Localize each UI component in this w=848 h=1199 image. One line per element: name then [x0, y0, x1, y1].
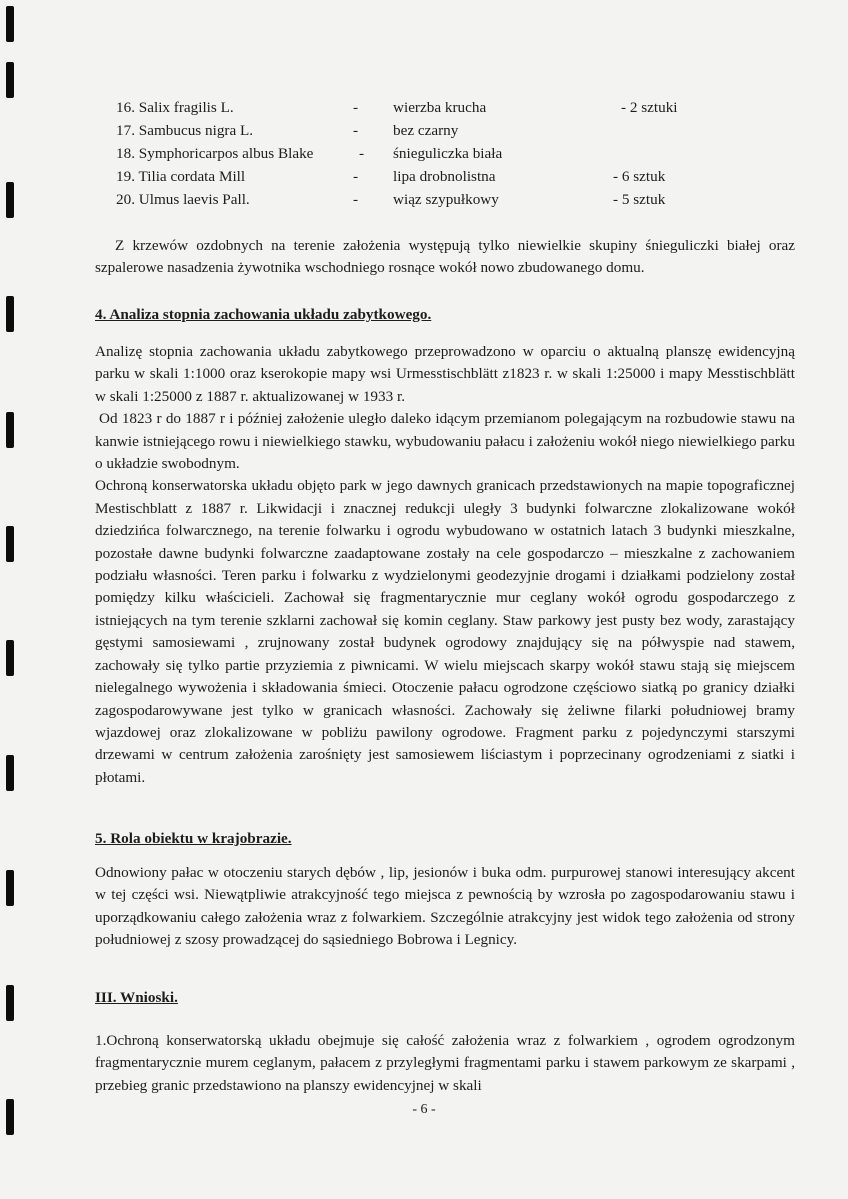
body-paragraph: Analizę stopnia zachowania układu zabytkowego przeprowadzono w oparciu o aktualną planszę ewidencyjną parku w skali 1:1000 oraz kserokopie mapy wsi Urmesstischblätt z1823 r. w skali 1:25000 i mapy Messtischblätt w skali 1:25000 z 1887 r. aktualizowanej w 1933 r. — [95, 343, 795, 405]
species-row — [95, 120, 795, 142]
binder-mark — [6, 182, 14, 218]
shrubs-paragraph: Z krzewów ozdobnych na terenie założenia występują tylko niewielkie skupiny śnieguliczki białej oraz szpalerowe nasadzenia żywotnika wschodniego rosnące wokół nowo zbudowanego domu. — [95, 237, 795, 277]
species-latin: 17. Sambucus nigra L. — [116, 122, 254, 139]
species-dash: - — [353, 191, 359, 208]
body-paragraph: Ochroną konserwatorska układu objęto park w jego dawnych granicach przedstawionych na mapie topograficznej Mestischblatt z 1887 r. Likwidacji i znacznej redukcji uległy 3 budynki folwarczne zlokalizowane wokół dziedzińca folwarcznego, na terenie folwarku i ogrodu wybudowano w ostatnich latach 3 budynki mieszkalne, pozostałe dawne budynki folwarczne zaadaptowane zostały na cele gospodarczo – mieszkalne z zachowaniem podziału własności. Teren parku i folwarku z wydzielonymi geodezyjnie drogami i działkami podzielony został pomiędzy kilku właścicieli. Zachował się fragmentarycznie mur ceglany wokół ogrodu gospodarczego z istniejących na tym terenie szklarni zachował się komin ceglany. Staw parkowy jest pusty bez wody, zarastający gęstymi samosiewami , zrujnowany został budynek ogrodowy znajdujący się na półwyspie nad stawem, zachowały się tylko partie przyziemia z piwnicami. W wielu miejscach skarpy wokół stawu stają się miejscem nielegalnego wywożenia i składowania śmieci. Otoczenie pałacu ogrodzone częściowo siatką po granicy działki zagospodarowywane jest tylko w granicach własności. Zachowały się żeliwne filarki południowej bramy wjazdowej oraz zlokalizowane w pobliżu pawilony ogrodowe. Fragment parku z pojedynczymi starszymi drzewami w centrum założenia zarośnięty jest samosiewem liściastym i poprzecinany ogrodzeniami z siatki i płotami. — [95, 477, 795, 786]
species-dash: - — [353, 168, 359, 185]
species-count: - 5 sztuk — [613, 191, 666, 208]
binder-mark — [6, 526, 14, 562]
section-3-body: 1.Ochroną konserwatorską układu obejmuje się całość założenia wraz z folwarkiem , ogrodem ogrodzonym fragmentarycznie murem ceglanym, pałacem z przyległymi fragmentami parku i stawem parkowym ze skarpami , przebieg granic przedstawiono na planszy ewidencyjnej w skali — [95, 1032, 795, 1094]
binder-mark — [6, 412, 14, 448]
binder-mark — [6, 296, 14, 332]
section-5-body: Odnowiony pałac w otoczeniu starych dębów , lip, jesionów i buka odm. purpurowej stanowi interesujący akcent w tej części wsi. Niewątpliwie atrakcyjność tego miejsca z pewnością by wzrosła po zagospodarowaniu stawu i uporządkowaniu całego założenia wraz z folwarkiem. Szczególnie atrakcyjny jest widok tego założenia od strony południowej z szosy prowadzącej do sąsiedniego Bobrowa i Legnicy. — [95, 864, 795, 949]
section-3-heading: III. Wnioski. — [95, 989, 178, 1006]
section-5-heading: 5. Rola obiektu w krajobrazie. — [95, 830, 292, 847]
species-row — [95, 97, 795, 119]
section-4-heading: 4. Analiza stopnia zachowania układu zabytkowego. — [95, 306, 432, 323]
binder-mark — [6, 870, 14, 906]
species-latin: 19. Tilia cordata Mill — [116, 168, 246, 185]
species-polish: śnieguliczka biała — [393, 145, 503, 162]
species-row — [95, 166, 795, 188]
binder-mark — [6, 62, 14, 98]
species-row — [95, 143, 795, 165]
species-polish: lipa drobnolistna — [393, 168, 496, 185]
species-count: - 2 sztuki — [621, 99, 678, 116]
species-latin: 20. Ulmus laevis Pall. — [116, 191, 250, 208]
binder-mark — [6, 985, 14, 1021]
species-dash: - — [353, 99, 359, 116]
page-number: - 6 - — [412, 1102, 436, 1117]
species-polish: wierzba krucha — [393, 99, 487, 116]
species-dash: - — [353, 122, 359, 139]
species-latin: 18. Symphoricarpos albus Blake — [116, 145, 314, 162]
species-latin: 16. Salix fragilis L. — [116, 99, 234, 116]
species-polish: wiąz szypułkowy — [393, 191, 499, 208]
species-polish: bez czarny — [393, 122, 459, 139]
species-row — [95, 189, 795, 211]
section-4-body — [95, 341, 795, 789]
binder-mark — [6, 6, 14, 42]
binder-mark — [6, 640, 14, 676]
species-count: - 6 sztuk — [613, 168, 666, 185]
binder-mark — [6, 755, 14, 791]
body-paragraph: Od 1823 r do 1887 r i później założenie uległo daleko idącym przemianom polegającym na rozbudowie stawu na kanwie istniejącego rowu i niewielkiego stawku, wybudowaniu pałacu i założeniu wokół niego niewielkiego parku o układzie swobodnym. — [95, 410, 795, 473]
species-list — [95, 97, 795, 209]
document-page — [95, 97, 795, 1094]
species-dash: - — [359, 145, 365, 162]
